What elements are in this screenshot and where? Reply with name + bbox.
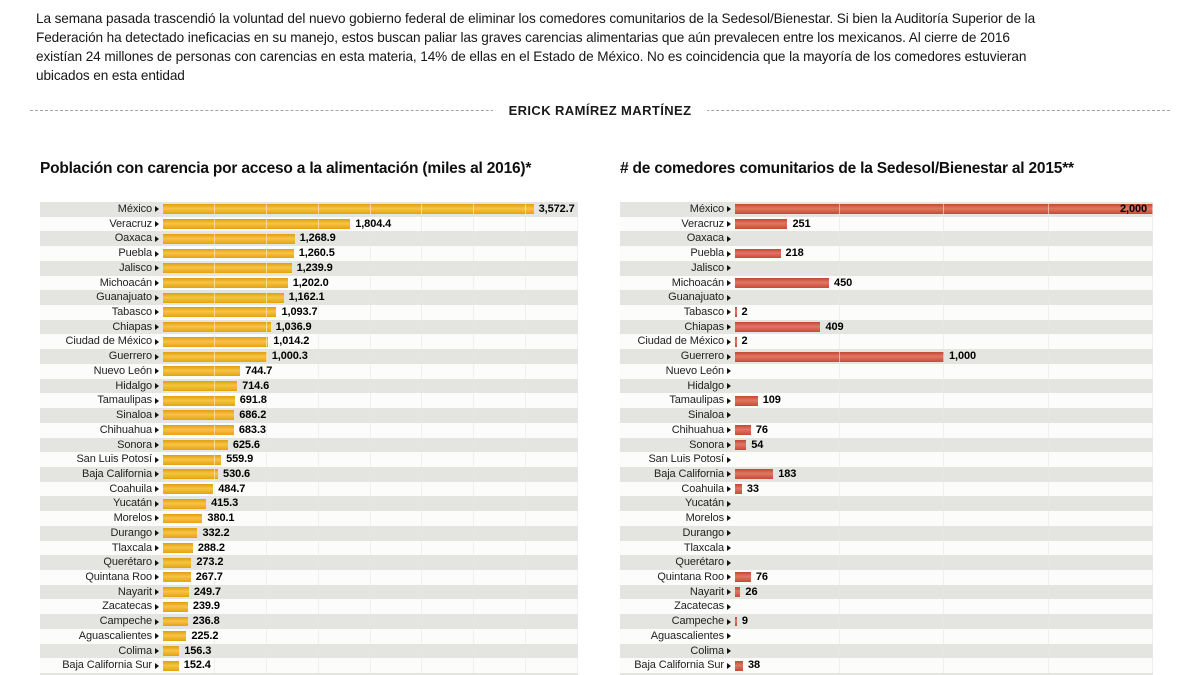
value-label: 249.7 bbox=[193, 585, 221, 598]
chart-row bbox=[620, 599, 1153, 614]
category-label: San Luis Potosí bbox=[76, 453, 152, 466]
category-label: Chiapas bbox=[684, 320, 724, 333]
intro-line: existían 24 millones de personas con carencias en esta materia, 14% de ellas en el Estado de México. No es coincidencia que la mayoría de los comedores estuvieran bbox=[36, 49, 1027, 64]
chart-row bbox=[620, 379, 1153, 394]
category-label: Sonora bbox=[117, 438, 152, 451]
bullet-arrow-icon bbox=[155, 633, 159, 639]
value-label: 288.2 bbox=[197, 541, 225, 554]
intro-line: Federación ha detectado ineficacias en su manejo, estos buscan paliar las graves carencias alimentarias que aún prevalecen entre los mexicanos. Al cierre de 2016 bbox=[36, 30, 1010, 45]
chart-row bbox=[620, 526, 1153, 541]
category-label: Quintana Roo bbox=[657, 571, 724, 583]
value-label: 236.8 bbox=[192, 615, 220, 628]
chart-row bbox=[620, 305, 1153, 320]
bullet-arrow-icon bbox=[727, 427, 731, 433]
category-label: Tamaulipas bbox=[97, 394, 152, 407]
bullet-arrow-icon bbox=[727, 501, 731, 507]
bullet-arrow-icon bbox=[155, 236, 159, 242]
bullet-arrow-icon bbox=[727, 398, 731, 404]
chart-row bbox=[40, 334, 578, 349]
category-label: Chihuahua bbox=[671, 423, 724, 436]
category-label: Guerrero bbox=[108, 350, 152, 363]
bullet-arrow-icon bbox=[155, 309, 159, 315]
category-label: México bbox=[689, 203, 724, 215]
chart-row bbox=[40, 570, 578, 585]
category-label: Tlaxcala bbox=[683, 541, 724, 554]
category-label: Guanajuato bbox=[96, 291, 152, 304]
bullet-arrow-icon bbox=[727, 236, 731, 242]
value-label: 218 bbox=[785, 247, 804, 260]
category-label: Sinaloa bbox=[116, 409, 152, 422]
category-label: Aguascalientes bbox=[78, 629, 152, 642]
value-label: 239.9 bbox=[192, 600, 220, 613]
chart-row bbox=[40, 231, 578, 246]
chart-row bbox=[40, 290, 578, 305]
category-label: Colima bbox=[118, 644, 152, 657]
bullet-arrow-icon bbox=[155, 486, 159, 492]
chart-row bbox=[40, 496, 578, 511]
value-label: 450 bbox=[834, 276, 853, 289]
chart-row bbox=[40, 467, 578, 482]
bullet-arrow-icon bbox=[155, 545, 159, 551]
chart-row bbox=[620, 423, 1153, 438]
value-label: 1,014.2 bbox=[273, 335, 310, 348]
bullet-arrow-icon bbox=[155, 530, 159, 536]
chart-row bbox=[40, 408, 578, 423]
category-label: Quintana Roo bbox=[85, 571, 152, 583]
category-label: Nuevo León bbox=[93, 364, 152, 377]
value-label: 1,036.9 bbox=[275, 320, 312, 333]
chart-row bbox=[620, 644, 1153, 659]
chart-row bbox=[40, 393, 578, 408]
bar-chart-poblacion bbox=[40, 202, 578, 675]
value-label: 484.7 bbox=[218, 482, 246, 495]
bullet-arrow-icon bbox=[727, 309, 731, 315]
chart-row bbox=[620, 408, 1153, 423]
bullet-arrow-icon bbox=[727, 412, 731, 418]
chart-row bbox=[40, 364, 578, 379]
category-label: Veracruz bbox=[109, 217, 152, 230]
chart-row bbox=[620, 496, 1153, 511]
value-label: 267.7 bbox=[195, 571, 223, 583]
value-label: 2,000 bbox=[1119, 203, 1147, 215]
value-label: 1,268.9 bbox=[299, 232, 336, 245]
chart-row bbox=[620, 629, 1153, 644]
bullet-arrow-icon bbox=[155, 206, 159, 212]
chart-row bbox=[620, 320, 1153, 335]
chart-row bbox=[40, 658, 578, 673]
bullet-arrow-icon bbox=[155, 501, 159, 507]
chart-row bbox=[40, 599, 578, 614]
value-label: 409 bbox=[825, 320, 844, 333]
category-label: Querétaro bbox=[103, 556, 152, 569]
chart-row bbox=[40, 482, 578, 497]
bullet-arrow-icon bbox=[155, 324, 159, 330]
value-label: 1,239.9 bbox=[296, 261, 333, 274]
value-label: 2 bbox=[741, 335, 748, 348]
value-label: 1,804.4 bbox=[355, 217, 392, 230]
category-label: Morelos bbox=[685, 512, 724, 525]
value-label: 33 bbox=[746, 482, 759, 495]
bullet-arrow-icon bbox=[727, 442, 731, 448]
value-label: 156.3 bbox=[184, 644, 212, 657]
chart-row bbox=[620, 511, 1153, 526]
bullet-arrow-icon bbox=[727, 280, 731, 286]
value-label: 1,202.0 bbox=[292, 276, 329, 289]
category-label: Coahuila bbox=[109, 482, 152, 495]
bullet-arrow-icon bbox=[727, 604, 731, 610]
chart-row bbox=[40, 585, 578, 600]
value-label: 26 bbox=[745, 585, 758, 598]
category-label: Nayarit bbox=[117, 585, 152, 598]
intro-line: ubicados en esta entidad bbox=[36, 68, 185, 83]
intro-line: La semana pasada trascendió la voluntad del nuevo gobierno federal de eliminar los comedores comunitarios de la Sedesol/Bienestar. Si bien la Auditoría Superior de la bbox=[36, 11, 1036, 26]
bullet-arrow-icon bbox=[155, 648, 159, 654]
category-label: Hidalgo bbox=[687, 379, 724, 392]
bullet-arrow-icon bbox=[155, 368, 159, 374]
bullet-arrow-icon bbox=[727, 368, 731, 374]
chart-row bbox=[620, 541, 1153, 556]
bullet-arrow-icon bbox=[727, 221, 731, 227]
chart-row bbox=[40, 320, 578, 335]
bullet-arrow-icon bbox=[155, 515, 159, 521]
bullet-arrow-icon bbox=[155, 604, 159, 610]
bullet-arrow-icon bbox=[727, 265, 731, 271]
chart-row bbox=[40, 217, 578, 232]
category-label: Tlaxcala bbox=[111, 541, 152, 554]
category-label: Guanajuato bbox=[668, 291, 724, 304]
category-label: Jalisco bbox=[119, 261, 152, 274]
bullet-arrow-icon bbox=[155, 412, 159, 418]
chart-title-left: Población con carencia por acceso a la alimentación (miles al 2016)* bbox=[40, 160, 532, 177]
value-label: 714.6 bbox=[242, 379, 270, 392]
category-label: Michoacán bbox=[99, 276, 152, 289]
bullet-arrow-icon bbox=[727, 633, 731, 639]
value-label: 1,260.5 bbox=[298, 247, 335, 260]
category-label: Colima bbox=[690, 644, 724, 657]
value-label: 273.2 bbox=[196, 556, 224, 569]
value-label: 225.2 bbox=[191, 629, 219, 642]
value-label: 1,000 bbox=[949, 350, 977, 363]
value-label: 530.6 bbox=[223, 467, 251, 480]
bullet-arrow-icon bbox=[727, 324, 731, 330]
chart-row bbox=[620, 585, 1153, 600]
category-label: Baja California Sur bbox=[634, 659, 724, 672]
chart-row bbox=[40, 349, 578, 364]
bullet-arrow-icon bbox=[155, 560, 159, 566]
category-label: Morelos bbox=[113, 512, 152, 525]
category-label: Oaxaca bbox=[114, 232, 152, 245]
chart-row bbox=[40, 305, 578, 320]
category-label: Tabasco bbox=[683, 306, 724, 319]
category-label: Guerrero bbox=[680, 350, 724, 363]
chart-row bbox=[620, 570, 1153, 585]
chart-row bbox=[40, 379, 578, 394]
bullet-arrow-icon bbox=[727, 383, 731, 389]
bullet-arrow-icon bbox=[155, 589, 159, 595]
chart-row bbox=[620, 202, 1153, 217]
value-label: 76 bbox=[755, 423, 768, 436]
bar-chart-comedores bbox=[620, 202, 1153, 675]
chart-row bbox=[40, 452, 578, 467]
chart-row bbox=[620, 452, 1153, 467]
bullet-arrow-icon bbox=[727, 251, 731, 257]
chart-row bbox=[40, 526, 578, 541]
category-label: Baja California bbox=[653, 467, 724, 480]
value-label: 686.2 bbox=[239, 409, 267, 422]
value-label: 76 bbox=[755, 571, 768, 583]
category-label: Baja California bbox=[81, 467, 152, 480]
value-label: 1,000.3 bbox=[271, 350, 308, 363]
category-label: Ciudad de México bbox=[65, 335, 152, 348]
value-label: 2 bbox=[741, 306, 748, 319]
value-label: 251 bbox=[792, 217, 811, 230]
bullet-arrow-icon bbox=[727, 574, 731, 580]
chart-row bbox=[40, 644, 578, 659]
chart-row bbox=[620, 614, 1153, 629]
bullet-arrow-icon bbox=[155, 398, 159, 404]
intro-paragraph bbox=[36, 9, 1186, 85]
byline-author: ERICK RAMÍREZ MARTÍNEZ bbox=[493, 103, 708, 119]
chart-row bbox=[620, 658, 1153, 673]
chart-row bbox=[620, 438, 1153, 453]
chart-row bbox=[40, 629, 578, 644]
byline bbox=[30, 102, 1170, 118]
category-label: Aguascalientes bbox=[650, 629, 724, 642]
bullet-arrow-icon bbox=[727, 457, 731, 463]
category-label: Ciudad de México bbox=[637, 335, 724, 348]
chart-row bbox=[40, 438, 578, 453]
bullet-arrow-icon bbox=[727, 560, 731, 566]
category-label: Coahuila bbox=[681, 482, 724, 495]
bullet-arrow-icon bbox=[155, 427, 159, 433]
category-label: Sonora bbox=[689, 438, 724, 451]
bullet-arrow-icon bbox=[155, 574, 159, 580]
chart-row bbox=[620, 217, 1153, 232]
category-label: Veracruz bbox=[681, 217, 724, 230]
bullet-arrow-icon bbox=[727, 530, 731, 536]
chart-row bbox=[620, 334, 1153, 349]
chart-row bbox=[40, 555, 578, 570]
bullet-arrow-icon bbox=[727, 663, 731, 669]
value-label: 3,572.7 bbox=[538, 203, 575, 215]
bullet-arrow-icon bbox=[155, 457, 159, 463]
category-label: Durango bbox=[682, 526, 724, 539]
value-label: 683.3 bbox=[238, 423, 266, 436]
bullet-arrow-icon bbox=[727, 339, 731, 345]
chart-row bbox=[620, 555, 1153, 570]
category-label: Baja California Sur bbox=[62, 659, 152, 672]
category-label: Puebla bbox=[118, 247, 152, 260]
category-label: Nayarit bbox=[689, 585, 724, 598]
bullet-arrow-icon bbox=[155, 383, 159, 389]
bullet-arrow-icon bbox=[155, 295, 159, 301]
bullet-arrow-icon bbox=[727, 486, 731, 492]
bullet-arrow-icon bbox=[155, 251, 159, 257]
category-label: Puebla bbox=[690, 247, 724, 260]
category-label: Yucatán bbox=[684, 497, 724, 510]
bullet-arrow-icon bbox=[155, 221, 159, 227]
category-label: Campeche bbox=[99, 615, 152, 628]
chart-row bbox=[40, 511, 578, 526]
bullet-arrow-icon bbox=[727, 648, 731, 654]
bullet-arrow-icon bbox=[155, 471, 159, 477]
category-label: Oaxaca bbox=[686, 232, 724, 245]
bullet-arrow-icon bbox=[155, 663, 159, 669]
value-label: 183 bbox=[778, 467, 797, 480]
bullet-arrow-icon bbox=[727, 515, 731, 521]
value-label: 332.2 bbox=[202, 526, 230, 539]
chart-row bbox=[40, 246, 578, 261]
category-label: San Luis Potosí bbox=[648, 453, 724, 466]
category-label: Michoacán bbox=[671, 276, 724, 289]
bullet-arrow-icon bbox=[155, 619, 159, 625]
bullet-arrow-icon bbox=[727, 471, 731, 477]
bullet-arrow-icon bbox=[727, 295, 731, 301]
bullet-arrow-icon bbox=[727, 589, 731, 595]
category-label: Hidalgo bbox=[115, 379, 152, 392]
chart-row bbox=[620, 276, 1153, 291]
value-label: 744.7 bbox=[245, 364, 273, 377]
bullet-arrow-icon bbox=[155, 280, 159, 286]
category-label: Yucatán bbox=[112, 497, 152, 510]
bullet-arrow-icon bbox=[155, 265, 159, 271]
chart-row bbox=[620, 364, 1153, 379]
category-label: México bbox=[117, 203, 152, 215]
value-label: 380.1 bbox=[207, 512, 235, 525]
value-label: 1,093.7 bbox=[281, 306, 318, 319]
chart-row bbox=[40, 202, 578, 217]
bullet-arrow-icon bbox=[727, 545, 731, 551]
category-label: Querétaro bbox=[675, 556, 724, 569]
chart-row bbox=[620, 246, 1153, 261]
category-label: Zacatecas bbox=[102, 600, 152, 613]
chart-row bbox=[40, 423, 578, 438]
bullet-arrow-icon bbox=[727, 619, 731, 625]
chart-row bbox=[40, 541, 578, 556]
chart-row bbox=[40, 614, 578, 629]
chart-row bbox=[40, 261, 578, 276]
category-label: Chiapas bbox=[112, 320, 152, 333]
value-label: 691.8 bbox=[239, 394, 267, 407]
value-label: 559.9 bbox=[226, 453, 254, 466]
category-label: Sinaloa bbox=[688, 409, 724, 422]
value-label: 625.6 bbox=[232, 438, 260, 451]
category-label: Durango bbox=[110, 526, 152, 539]
category-label: Jalisco bbox=[691, 261, 724, 274]
bullet-arrow-icon bbox=[727, 206, 731, 212]
value-label: 109 bbox=[762, 394, 781, 407]
value-label: 1,162.1 bbox=[288, 291, 325, 304]
bullet-arrow-icon bbox=[155, 354, 159, 360]
category-label: Zacatecas bbox=[674, 600, 724, 613]
bullet-arrow-icon bbox=[727, 354, 731, 360]
chart-title-right: # de comedores comunitarios de la Sedesol/Bienestar al 2015** bbox=[620, 160, 1074, 177]
value-label: 415.3 bbox=[211, 497, 239, 510]
value-label: 152.4 bbox=[183, 659, 211, 672]
chart-row bbox=[40, 276, 578, 291]
chart-row bbox=[620, 467, 1153, 482]
bullet-arrow-icon bbox=[155, 339, 159, 345]
category-label: Tabasco bbox=[111, 306, 152, 319]
chart-row bbox=[620, 231, 1153, 246]
category-label: Nuevo León bbox=[665, 364, 724, 377]
chart-row bbox=[620, 349, 1153, 364]
value-label: 38 bbox=[747, 659, 760, 672]
bullet-arrow-icon bbox=[155, 442, 159, 448]
chart-row bbox=[620, 261, 1153, 276]
category-label: Chihuahua bbox=[99, 423, 152, 436]
category-label: Tamaulipas bbox=[669, 394, 724, 407]
chart-row bbox=[620, 290, 1153, 305]
chart-row bbox=[620, 482, 1153, 497]
value-label: 54 bbox=[751, 438, 764, 451]
chart-row bbox=[620, 393, 1153, 408]
value-label: 9 bbox=[741, 615, 748, 628]
category-label: Campeche bbox=[671, 615, 724, 628]
